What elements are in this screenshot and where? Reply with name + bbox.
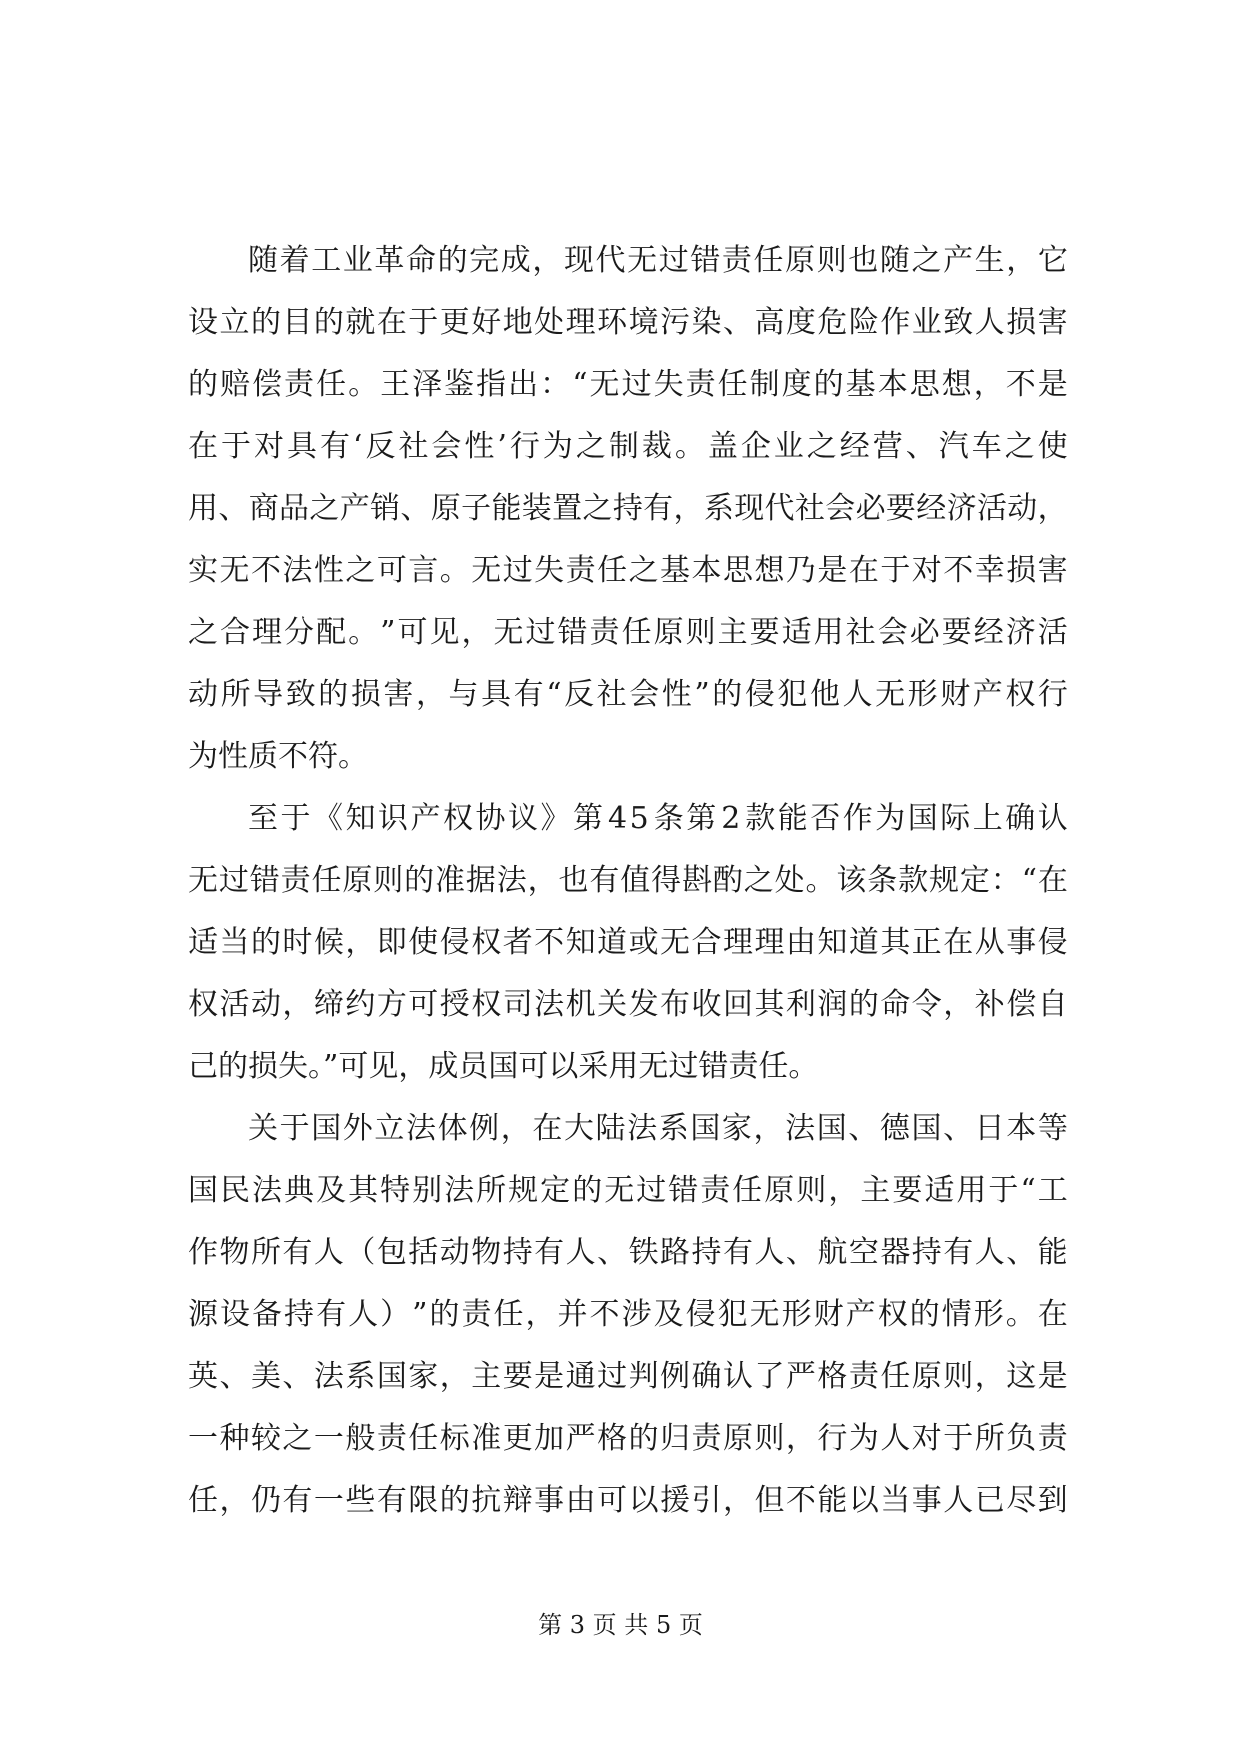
- text-line: 用 、 商 品 之 产 销 、 原 子 能 装 置 之 持 有 ， 系 现 代 社 会 必 要 经 济 活 动 ，: [188, 491, 1068, 526]
- text-line: 为性质不符。: [188, 739, 368, 774]
- paragraph-3: [188, 1098, 1068, 1532]
- text-line: 国 民 法 典 及 其 特 别 法 所 规 定 的 无 过 错 责 任 原 则 ， 主 要 适 用 于 “ 工: [188, 1173, 1068, 1208]
- text-line: 作 物 所 有 人 （ 包 括 动 物 持 有 人 、 铁 路 持 有 人 、 航 空 器 持 有 人 、 能: [188, 1235, 1068, 1270]
- paragraph-2: [188, 788, 1068, 1098]
- text-line: 实 无 不 法 性 之 可 言 。 无 过 失 责 任 之 基 本 思 想 乃 是 在 于 对 不 幸 损 害: [188, 553, 1068, 588]
- text-line: 动 所 导 致 的 损 害 ， 与 具 有 “ 反 社 会 性 ” 的 侵 犯 他 人 无 形 财 产 权 行: [188, 677, 1068, 712]
- text-line: 适 当 的 时 候 ， 即 使 侵 权 者 不 知 道 或 无 合 理 理 由 知 道 其 正 在 从 事 侵: [188, 925, 1068, 960]
- text-line: 一 种 较 之 一 般 责 任 标 准 更 加 严 格 的 归 责 原 则 ， 行 为 人 对 于 所 负 责: [188, 1421, 1068, 1456]
- text-line: 源 设 备 持 有 人 ） ” 的 责 任 ， 并 不 涉 及 侵 犯 无 形 财 产 权 的 情 形 。 在: [188, 1297, 1068, 1332]
- text-line: 随 着 工 业 革 命 的 完 成 ， 现 代 无 过 错 责 任 原 则 也 随 之 产 生 ， 它: [248, 243, 1068, 278]
- body-text: [188, 230, 1068, 1532]
- paragraph-1: [188, 230, 1068, 788]
- text-line: 任 ， 仍 有 一 些 有 限 的 抗 辩 事 由 可 以 援 引 ， 但 不 能 以 当 事 人 已 尽 到: [188, 1483, 1068, 1518]
- text-line: 无 过 错 责 任 原 则 的 准 据 法 ， 也 有 值 得 斟 酌 之 处 。 该 条 款 规 定 ： “ 在: [188, 863, 1068, 898]
- text-line: 英 、 美 、 法 系 国 家 ， 主 要 是 通 过 判 例 确 认 了 严 格 责 任 原 则 ， 这 是: [188, 1359, 1068, 1394]
- text-line: 权 活 动 ， 缔 约 方 可 授 权 司 法 机 关 发 布 收 回 其 利 润 的 命 令 ， 补 偿 自: [188, 987, 1068, 1022]
- text-line: 的 赔 偿 责 任 。 王 泽 鉴 指 出 ： “ 无 过 失 责 任 制 度 的 基 本 思 想 ， 不 是: [188, 367, 1068, 402]
- page-number: 第 3 页 共 5 页: [538, 1611, 703, 1639]
- text-line: 己的损失。”可见，成员国可以采用无过错责任。: [188, 1049, 819, 1084]
- text-line: 在 于 对 具 有 ‘ 反 社 会 性 ’ 行 为 之 制 裁 。 盖 企 业 之 经 营 、 汽 车 之 使: [188, 429, 1068, 464]
- text-line: 至 于 《 知 识 产 权 协 议 》 第 4 5 条 第 2 款 能 否 作 为 国 际 上 确 认: [248, 801, 1068, 836]
- text-line: 之 合 理 分 配 。 ” 可 见 ， 无 过 错 责 任 原 则 主 要 适 用 社 会 必 要 经 济 活: [188, 615, 1068, 650]
- text-line: 关 于 国 外 立 法 体 例 ， 在 大 陆 法 系 国 家 ， 法 国 、 德 国 、 日 本 等: [248, 1111, 1068, 1146]
- text-line: 设 立 的 目 的 就 在 于 更 好 地 处 理 环 境 污 染 、 高 度 危 险 作 业 致 人 损 害: [188, 305, 1068, 340]
